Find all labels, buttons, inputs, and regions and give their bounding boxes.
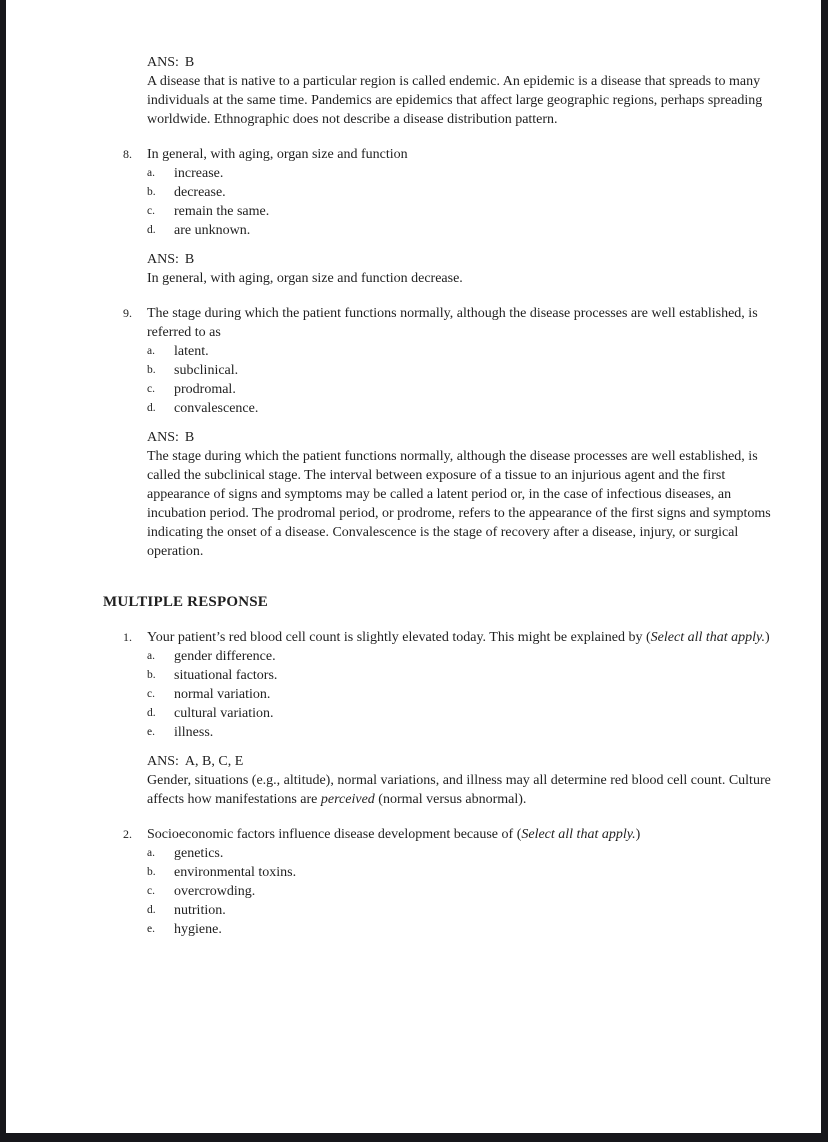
option-text: hygiene. [174,922,222,937]
option-text: normal variation. [174,687,271,702]
option-letter: c. [147,383,155,395]
option-letter: b. [147,186,156,198]
rationale-italic-text: perceived [320,792,375,807]
answer-option-d [147,704,772,723]
answer-rationale: In general, with aging, organ size and function decrease. [147,271,463,286]
answer-value: B [184,430,195,445]
question-number: 9. [123,306,132,320]
answer-rationale: The stage during which the patient functions normally, although the disease processes are well established, is called the subclinical stage. The interval between exposure of a tissue to an injurious agent and the first appearance of signs and symptoms may be called a latent period or, in the case of infectious diseases, an incubation period. The prodromal period, or prodrome, refers to the appearance of the first signs and symptoms indicating the onset of a disease. Convalescence is the stage of recovery after a disease, injury, or surgical operation. [147,449,771,559]
option-text: decrease. [174,185,226,200]
answer-option-e [147,920,772,939]
answer-value: B [184,55,195,70]
answer-block [147,428,772,561]
option-text: cultural variation. [174,706,274,721]
answer-option-a [147,647,772,666]
question-number: 8. [123,147,132,161]
option-letter: d. [147,402,156,414]
page-border-right [821,0,828,1142]
answer-value: B [184,252,195,267]
page-border-bottom [0,1133,828,1142]
option-letter: d. [147,707,156,719]
question-stem: In general, with aging, organ size and function [147,147,408,162]
answer-block [147,250,772,288]
answer-block [147,752,772,809]
option-letter: b. [147,669,156,681]
answer-option-d [147,221,772,240]
answer-rationale: A disease that is native to a particular region is called endemic. An epidemic is a disease that spreads to many individuals at the same time. Pandemics are epidemics that affect large geographic regions, perhaps spreading worldwide. Ethnographic does not describe a disease distribution pattern. [147,74,763,127]
question-number: 2. [123,827,132,841]
stem-text: Your patient’s red blood cell count is slightly elevated today. This might be explained by ( [147,630,651,645]
answer-option-b [147,863,772,882]
carryover-answer-block [103,53,783,129]
answer-option-a [147,164,772,183]
option-text: illness. [174,725,214,740]
option-text: convalescence. [174,401,259,416]
rationale-text: (normal versus abnormal). [374,792,527,807]
answer-option-d [147,901,772,920]
page-border-left [0,0,6,1142]
answer-option-b [147,361,772,380]
section-heading-multiple-response: MULTIPLE RESPONSE [103,594,268,610]
stem-text: ) [764,630,770,645]
answer-option-c [147,685,772,704]
question-mr-2 [103,825,783,939]
stem-italic-text: Select all that apply. [521,827,636,842]
option-letter: a. [147,345,155,357]
option-letter: c. [147,885,155,897]
question-number: 1. [123,630,132,644]
stem-text: ) [635,827,641,842]
answer-option-e [147,723,772,742]
answer-block [147,53,772,129]
stem-text: Socioeconomic factors influence disease development because of ( [147,827,522,842]
option-text: gender difference. [174,649,276,664]
option-text: remain the same. [174,204,270,219]
rationale-text: Gender, situations (e.g., altitude), normal variations, and illness may all determine red blood cell count. Culture affects how manifestations are [147,773,771,807]
option-letter: d. [147,224,156,236]
option-text: increase. [174,166,224,181]
stem-italic-text: Select all that apply. [650,630,765,645]
option-text: environmental toxins. [174,865,297,880]
option-letter: e. [147,923,155,935]
answer-option-d [147,399,772,418]
answer-option-c [147,202,772,221]
option-text: genetics. [174,846,224,861]
option-text: latent. [174,344,209,359]
answer-line [147,428,772,447]
question-mr-1 [103,628,783,809]
question-stem [147,825,772,844]
answer-rationale [147,771,772,809]
option-letter: a. [147,847,155,859]
option-text: prodromal. [174,382,236,397]
option-text: situational factors. [174,668,278,683]
answer-label: ANS: [147,55,179,70]
question-9 [103,304,783,561]
answer-label: ANS: [147,430,179,445]
answer-line [147,53,772,72]
answer-line [147,752,772,771]
question-stem: The stage during which the patient functions normally, although the disease processes are well established, is referred to as [147,306,758,340]
answer-value: A, B, C, E [184,754,244,769]
option-text: are unknown. [174,223,251,238]
option-text: nutrition. [174,903,226,918]
option-letter: d. [147,904,156,916]
answer-option-a [147,844,772,863]
option-letter: b. [147,866,156,878]
answer-label: ANS: [147,754,179,769]
option-text: subclinical. [174,363,239,378]
question-8 [103,145,783,288]
answer-label: ANS: [147,252,179,267]
answer-option-a [147,342,772,361]
option-letter: b. [147,364,156,376]
question-stem [147,628,772,647]
option-letter: c. [147,205,155,217]
page-content [103,53,783,939]
answer-line [147,250,772,269]
answer-option-c [147,380,772,399]
answer-option-b [147,666,772,685]
option-letter: c. [147,688,155,700]
option-letter: a. [147,650,155,662]
answer-option-c [147,882,772,901]
option-text: overcrowding. [174,884,256,899]
option-letter: a. [147,167,155,179]
option-letter: e. [147,726,155,738]
answer-option-b [147,183,772,202]
